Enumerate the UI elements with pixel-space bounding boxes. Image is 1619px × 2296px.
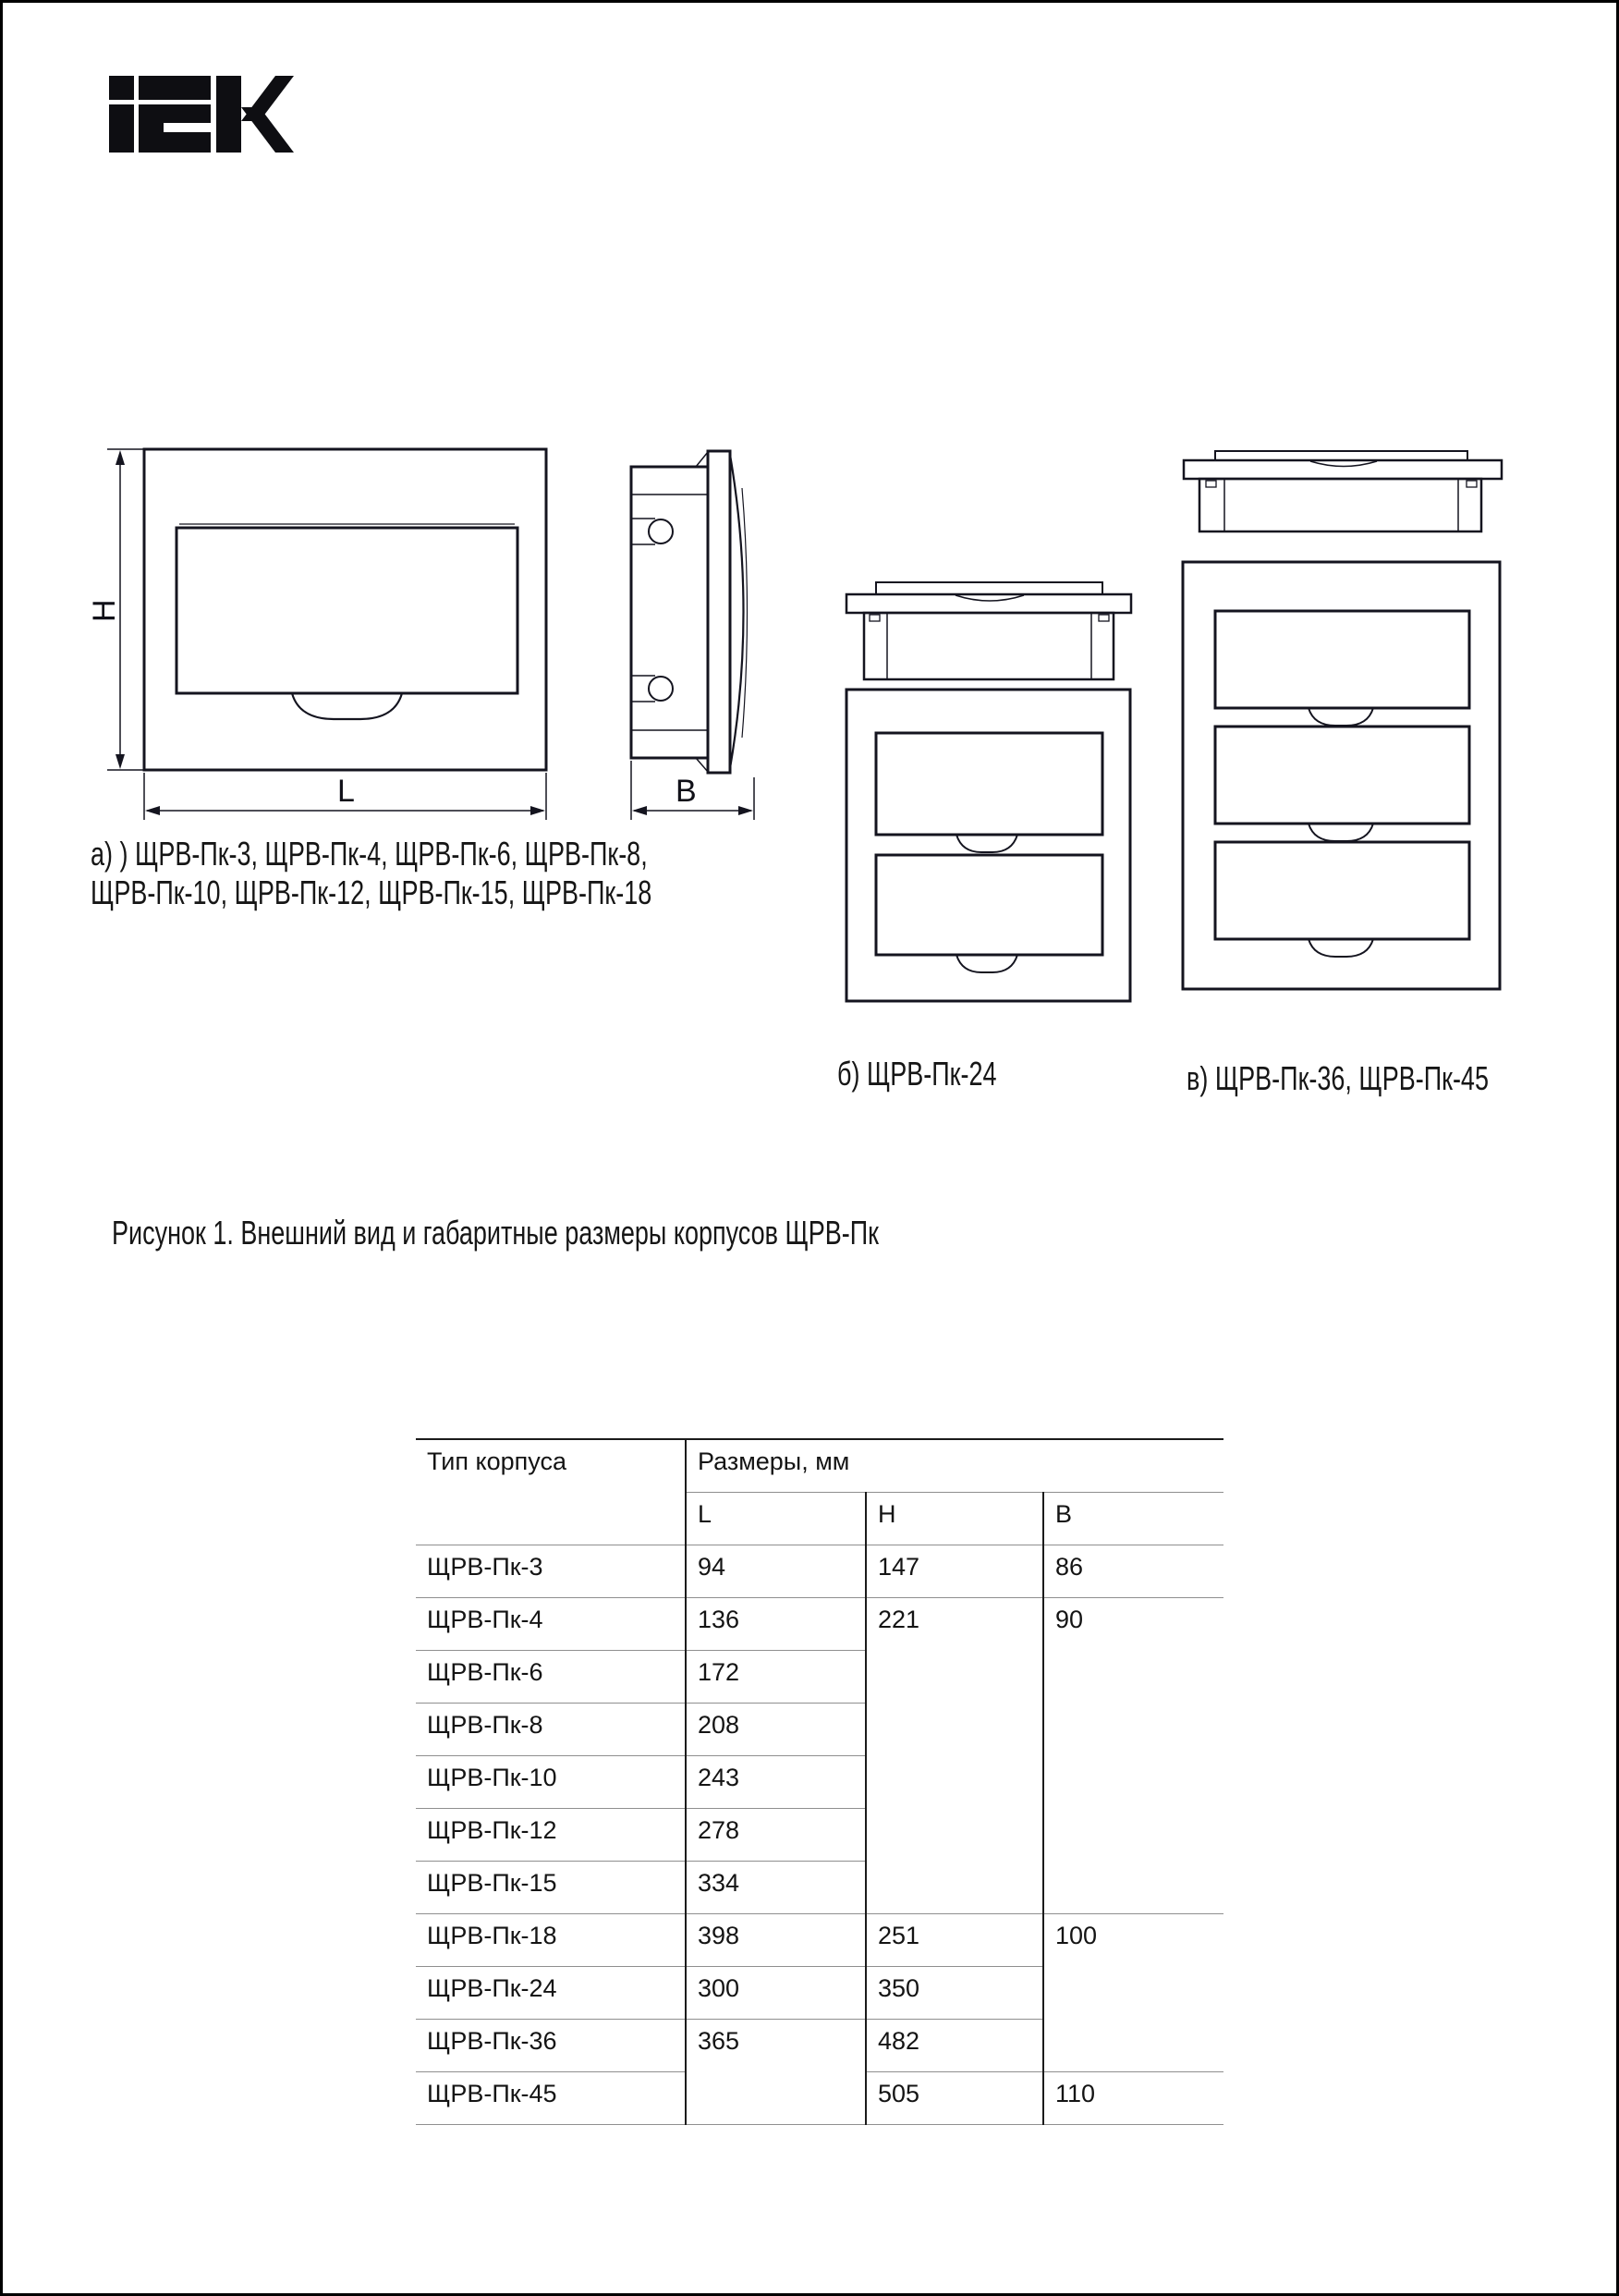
dim-label-h: H xyxy=(87,599,122,622)
handle-2 xyxy=(956,955,1017,972)
table-header-row-1 xyxy=(416,1439,1223,1492)
handle-1 xyxy=(956,835,1017,852)
col-header-type: Тип корпуса xyxy=(416,1439,686,1545)
cell-type: ЩРВ-Пк-4 xyxy=(416,1597,686,1650)
window-1 xyxy=(876,733,1102,835)
handle-3 xyxy=(1309,939,1373,957)
table-row xyxy=(416,1913,1223,1966)
dim-label-l: L xyxy=(337,774,355,809)
drawing-a-lines xyxy=(107,449,754,820)
table-row xyxy=(416,1545,1223,1597)
side-flange xyxy=(708,451,730,773)
cell-type: ЩРВ-Пк-3 xyxy=(416,1545,686,1597)
drawing-b-views xyxy=(816,557,1149,1010)
knockout-bottom xyxy=(649,677,673,701)
cell-type: ЩРВ-Пк-24 xyxy=(416,1966,686,2019)
figure-caption: Рисунок 1. Внешний вид и габаритные размеры корпусов ЩРВ-Пк xyxy=(112,1214,880,1252)
top-body xyxy=(1199,479,1481,531)
cell-l: 243 xyxy=(686,1755,866,1808)
door-window xyxy=(177,528,517,693)
handle-1 xyxy=(1309,708,1373,726)
cell-l: 136 xyxy=(686,1597,866,1650)
table-row xyxy=(416,1597,1223,1650)
door-bulge xyxy=(730,455,744,768)
enclosure-outline xyxy=(1183,562,1500,989)
window-3 xyxy=(1215,842,1469,939)
cell-h: 505 xyxy=(866,2071,1043,2124)
cell-l: 300 xyxy=(686,1966,866,2019)
top-lip xyxy=(876,582,1102,594)
variant-a-label xyxy=(91,835,839,912)
variant-a-label-line1: а) ) ЩРВ-Пк-3, ЩРВ-Пк-4, ЩРВ-Пк-6, ЩРВ-Пк-8, xyxy=(91,835,648,873)
variant-v-label: в) ЩРВ-Пк-36, ЩРВ-Пк-45 xyxy=(1187,1059,1489,1097)
cell-type: ЩРВ-Пк-6 xyxy=(416,1650,686,1703)
cell-l: 398 xyxy=(686,1913,866,1966)
cell-l: 94 xyxy=(686,1545,866,1597)
cell-b: 110 xyxy=(1043,2071,1223,2124)
window-1 xyxy=(1215,611,1469,708)
top-flange xyxy=(846,594,1131,613)
cell-type: ЩРВ-Пк-45 xyxy=(416,2071,686,2124)
cell-h-merged: 221 xyxy=(866,1597,1043,1913)
col-header-l: L xyxy=(686,1492,866,1545)
top-flange xyxy=(1184,460,1502,479)
col-header-h: H xyxy=(866,1492,1043,1545)
drawing-a-front-side-view xyxy=(58,409,797,835)
window-2 xyxy=(876,855,1102,955)
handle-2 xyxy=(1309,824,1373,841)
variant-b-label: б) ЩРВ-Пк-24 xyxy=(837,1055,997,1093)
knockout-top xyxy=(649,519,673,543)
cell-type: ЩРВ-Пк-8 xyxy=(416,1703,686,1755)
cell-l: 172 xyxy=(686,1650,866,1703)
cell-h: 350 xyxy=(866,1966,1043,2019)
drawing-v-lines xyxy=(1183,451,1502,989)
iek-logo-glyphs xyxy=(109,76,294,153)
col-header-b: B xyxy=(1043,1492,1223,1545)
cell-b: 86 xyxy=(1043,1545,1223,1597)
cell-type: ЩРВ-Пк-18 xyxy=(416,1913,686,1966)
iek-logo xyxy=(104,72,300,160)
cell-l: 208 xyxy=(686,1703,866,1755)
cell-type: ЩРВ-Пк-12 xyxy=(416,1808,686,1861)
cell-h: 147 xyxy=(866,1545,1043,1597)
drawing-b-lines xyxy=(846,582,1131,1001)
cell-l: 334 xyxy=(686,1861,866,1913)
top-lip xyxy=(1215,451,1467,460)
side-body xyxy=(631,467,708,758)
enclosure-outline xyxy=(144,449,546,770)
door-handle xyxy=(292,693,402,719)
top-body xyxy=(864,613,1114,679)
cell-h: 482 xyxy=(866,2019,1043,2071)
cell-l: 278 xyxy=(686,1808,866,1861)
cell-l-merged: 365 xyxy=(686,2019,866,2124)
cell-b-merged: 90 xyxy=(1043,1597,1223,1913)
cell-b-merged: 100 xyxy=(1043,1913,1223,2071)
window-2 xyxy=(1215,727,1469,824)
dimensions-table xyxy=(416,1438,1223,2125)
cell-type: ЩРВ-Пк-10 xyxy=(416,1755,686,1808)
cell-h: 251 xyxy=(866,1913,1043,1966)
dim-label-b: B xyxy=(676,774,697,809)
variant-a-label-line2: ЩРВ-Пк-10, ЩРВ-Пк-12, ЩРВ-Пк-15, ЩРВ-Пк-18 xyxy=(91,873,652,911)
cell-type: ЩРВ-Пк-36 xyxy=(416,2019,686,2071)
drawing-v-views xyxy=(1163,428,1523,1001)
cell-type: ЩРВ-Пк-15 xyxy=(416,1861,686,1913)
col-group-header-sizes: Размеры, мм xyxy=(686,1439,1223,1492)
